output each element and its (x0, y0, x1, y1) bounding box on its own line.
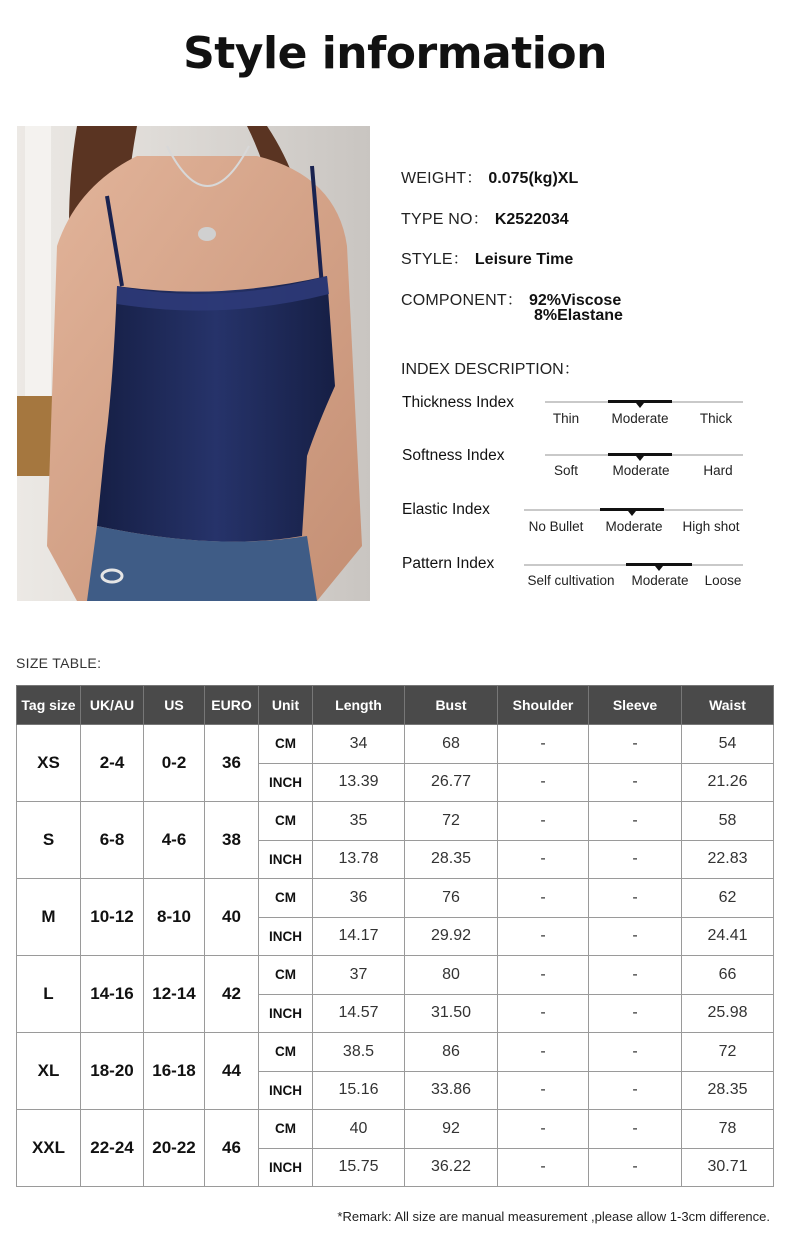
bust-cell: 76 (405, 879, 498, 918)
uk-au-cell: 2-4 (81, 725, 144, 802)
tag-size-cell: XL (17, 1033, 81, 1110)
sleeve-cell: - (589, 879, 682, 918)
sleeve-cell: - (589, 1071, 682, 1110)
spec-component-value-1: 92%Viscose (529, 292, 622, 309)
tag-size-cell: XS (17, 725, 81, 802)
tag-size-cell: M (17, 879, 81, 956)
product-photo (17, 126, 370, 601)
header-sleeve: Sleeve (589, 686, 682, 725)
unit-cell: CM (259, 1033, 313, 1072)
tag-size-cell: L (17, 956, 81, 1033)
waist-cell: 25.98 (682, 994, 774, 1033)
waist-cell: 21.26 (682, 763, 774, 802)
unit-cell: INCH (259, 840, 313, 879)
bust-cell: 28.35 (405, 840, 498, 879)
shoulder-cell: - (498, 1110, 589, 1149)
table-row (17, 1110, 774, 1149)
thickness-index-pointer-icon (636, 403, 644, 408)
table-row (17, 725, 774, 764)
us-cell: 20-22 (144, 1110, 205, 1187)
header-length: Length (313, 686, 405, 725)
header-bust: Bust (405, 686, 498, 725)
waist-cell: 54 (682, 725, 774, 764)
softness-option-1: Moderate (612, 463, 670, 478)
pattern-index-name: Pattern Index (402, 555, 495, 572)
waist-cell: 62 (682, 879, 774, 918)
thickness-option-2: Thick (699, 411, 733, 426)
uk-au-cell: 14-16 (81, 956, 144, 1033)
shoulder-cell: - (498, 994, 589, 1033)
shoulder-cell: - (498, 917, 589, 956)
sleeve-cell: - (589, 840, 682, 879)
waist-cell: 58 (682, 802, 774, 841)
waist-cell: 78 (682, 1110, 774, 1149)
pattern-index-pointer-icon (655, 566, 663, 571)
size-table-header-row (17, 686, 774, 725)
euro-cell: 46 (205, 1110, 259, 1187)
length-cell: 40 (313, 1110, 405, 1149)
uk-au-cell: 22-24 (81, 1110, 144, 1187)
length-cell: 15.16 (313, 1071, 405, 1110)
spec-type-no-value: K2522034 (494, 211, 569, 228)
spec-type-no (401, 206, 569, 229)
bust-cell: 29.92 (405, 917, 498, 956)
bust-cell: 86 (405, 1033, 498, 1072)
unit-cell: CM (259, 956, 313, 995)
waist-cell: 28.35 (682, 1071, 774, 1110)
table-row (17, 956, 774, 995)
us-cell: 0-2 (144, 725, 205, 802)
length-cell: 35 (313, 802, 405, 841)
shoulder-cell: - (498, 879, 589, 918)
euro-cell: 44 (205, 1033, 259, 1110)
pattern-option-0: Self cultivation (527, 573, 615, 588)
bust-cell: 31.50 (405, 994, 498, 1033)
index-description-title: INDEX DESCRIPTION： (401, 361, 580, 378)
header-euro: EURO (205, 686, 259, 725)
table-row (17, 802, 774, 841)
elastic-option-0: No Bullet (528, 519, 584, 534)
tag-size-cell: S (17, 802, 81, 879)
length-cell: 13.78 (313, 840, 405, 879)
waist-cell: 30.71 (682, 1148, 774, 1187)
spec-style-label: STYLE： (401, 251, 469, 268)
unit-cell: CM (259, 879, 313, 918)
sleeve-cell: - (589, 1033, 682, 1072)
uk-au-cell: 10-12 (81, 879, 144, 956)
spec-weight (401, 165, 578, 188)
us-cell: 8-10 (144, 879, 205, 956)
softness-option-0: Soft (553, 463, 579, 478)
us-cell: 16-18 (144, 1033, 205, 1110)
spec-type-no-label: TYPE NO： (401, 211, 489, 228)
shoulder-cell: - (498, 840, 589, 879)
euro-cell: 38 (205, 802, 259, 879)
header-tag-size: Tag size (17, 686, 81, 725)
pattern-option-1: Moderate (631, 573, 689, 588)
bust-cell: 72 (405, 802, 498, 841)
sleeve-cell: - (589, 725, 682, 764)
shoulder-cell: - (498, 802, 589, 841)
length-cell: 34 (313, 725, 405, 764)
unit-cell: INCH (259, 763, 313, 802)
spec-style (401, 246, 573, 269)
header-shoulder: Shoulder (498, 686, 589, 725)
thickness-option-0: Thin (552, 411, 580, 426)
unit-cell: INCH (259, 1148, 313, 1187)
length-cell: 36 (313, 879, 405, 918)
spec-weight-value: 0.075(kg)XL (488, 170, 579, 187)
elastic-index-pointer-icon (628, 511, 636, 516)
sleeve-cell: - (589, 994, 682, 1033)
waist-cell: 24.41 (682, 917, 774, 956)
size-table (16, 685, 774, 1187)
softness-index-name: Softness Index (402, 447, 505, 464)
length-cell: 38.5 (313, 1033, 405, 1072)
unit-cell: CM (259, 802, 313, 841)
bust-cell: 92 (405, 1110, 498, 1149)
length-cell: 15.75 (313, 1148, 405, 1187)
header-unit: Unit (259, 686, 313, 725)
length-cell: 13.39 (313, 763, 405, 802)
sleeve-cell: - (589, 917, 682, 956)
product-photo-illustration (17, 126, 370, 601)
thickness-index-name: Thickness Index (402, 394, 514, 411)
softness-index-pointer-icon (636, 456, 644, 461)
elastic-index-name: Elastic Index (402, 501, 490, 518)
thickness-option-1: Moderate (611, 411, 669, 426)
bust-cell: 33.86 (405, 1071, 498, 1110)
length-cell: 14.57 (313, 994, 405, 1033)
spec-weight-label: WEIGHT： (401, 170, 483, 187)
length-cell: 14.17 (313, 917, 405, 956)
shoulder-cell: - (498, 725, 589, 764)
shoulder-cell: - (498, 956, 589, 995)
waist-cell: 66 (682, 956, 774, 995)
sleeve-cell: - (589, 763, 682, 802)
unit-cell: CM (259, 1110, 313, 1149)
pattern-option-2: Loose (704, 573, 742, 588)
sleeve-cell: - (589, 1110, 682, 1149)
spec-component-value-2: 8%Elastane (534, 307, 623, 324)
shoulder-cell: - (498, 763, 589, 802)
remark-note: *Remark: All size are manual measurement ,please allow 1-3cm difference. (337, 1209, 770, 1224)
us-cell: 12-14 (144, 956, 205, 1033)
sleeve-cell: - (589, 802, 682, 841)
elastic-option-1: Moderate (605, 519, 663, 534)
shoulder-cell: - (498, 1148, 589, 1187)
header-uk-au: UK/AU (81, 686, 144, 725)
tag-size-cell: XXL (17, 1110, 81, 1187)
page-title: Style information (183, 28, 607, 79)
sleeve-cell: - (589, 956, 682, 995)
bust-cell: 68 (405, 725, 498, 764)
uk-au-cell: 18-20 (81, 1033, 144, 1110)
us-cell: 4-6 (144, 802, 205, 879)
unit-cell: INCH (259, 917, 313, 956)
unit-cell: INCH (259, 994, 313, 1033)
spec-style-value: Leisure Time (474, 251, 574, 268)
euro-cell: 42 (205, 956, 259, 1033)
euro-cell: 40 (205, 879, 259, 956)
bust-cell: 36.22 (405, 1148, 498, 1187)
size-table-title: SIZE TABLE: (16, 655, 102, 671)
euro-cell: 36 (205, 725, 259, 802)
header-waist: Waist (682, 686, 774, 725)
bust-cell: 26.77 (405, 763, 498, 802)
table-row (17, 879, 774, 918)
table-row (17, 1033, 774, 1072)
waist-cell: 22.83 (682, 840, 774, 879)
unit-cell: INCH (259, 1071, 313, 1110)
length-cell: 37 (313, 956, 405, 995)
sleeve-cell: - (589, 1148, 682, 1187)
shoulder-cell: - (498, 1071, 589, 1110)
waist-cell: 72 (682, 1033, 774, 1072)
header-us: US (144, 686, 205, 725)
uk-au-cell: 6-8 (81, 802, 144, 879)
elastic-option-2: High shot (682, 519, 740, 534)
softness-option-2: Hard (703, 463, 733, 478)
bust-cell: 80 (405, 956, 498, 995)
shoulder-cell: - (498, 1033, 589, 1072)
unit-cell: CM (259, 725, 313, 764)
spec-component-label: COMPONENT： (401, 292, 523, 309)
